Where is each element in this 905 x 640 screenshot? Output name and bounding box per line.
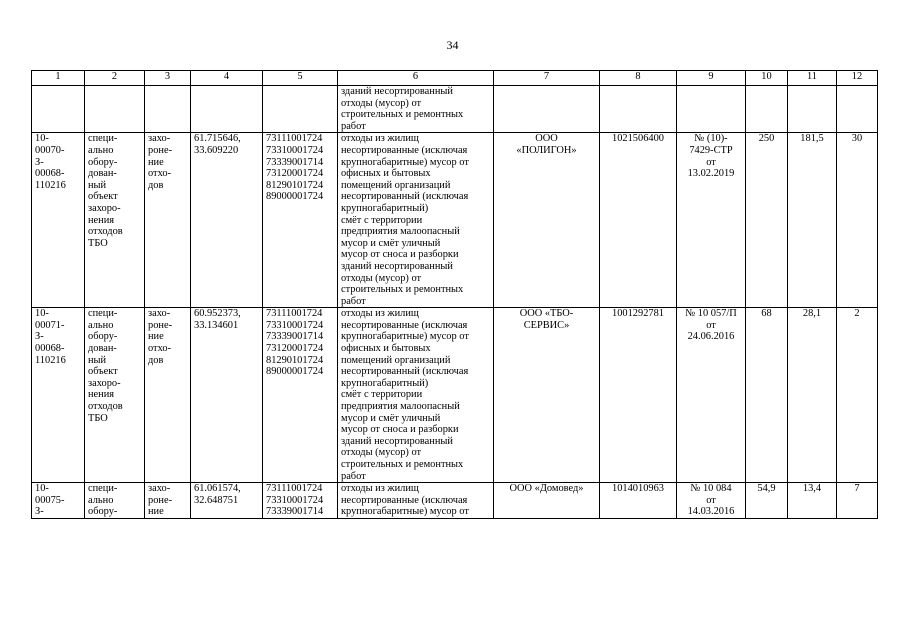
text-line: 73339001714 <box>266 506 324 518</box>
text-line: строительных и ремонтных <box>341 459 464 470</box>
cell-volume: 28,1 <box>788 308 837 483</box>
text-line: 7429-СТР <box>689 144 733 156</box>
text-line: крупногабаритные) мусор от <box>341 156 469 168</box>
text-line: ние <box>148 156 164 168</box>
text-line: строительных и ремонтных <box>341 109 464 121</box>
text-line: 10- <box>35 133 49 145</box>
cell-empty <box>837 86 878 133</box>
text-line: ный <box>88 179 107 191</box>
text-line: ООО <box>535 133 558 145</box>
text-line: крупногабаритный) <box>341 202 429 214</box>
text-line: 00068- <box>35 168 65 180</box>
cell-capacity: 250 <box>746 133 788 308</box>
cell-record-id <box>32 133 85 308</box>
text-line: 73339001714 <box>266 331 324 343</box>
text-line: 10- <box>35 483 49 495</box>
column-header: 3 <box>145 71 191 86</box>
text-line: офисных и бытовых <box>341 343 431 355</box>
cell-count: 30 <box>837 133 878 308</box>
cell-empty <box>263 86 338 133</box>
registry-table <box>31 70 878 519</box>
text-line: захо- <box>148 133 171 145</box>
text-line: ТБО <box>88 237 108 249</box>
text-line: 73120001724 <box>266 343 324 355</box>
text-line: мусор от сноса и разборки <box>341 424 459 436</box>
text-line: 14.03.2016 <box>687 506 735 518</box>
text-line: З- <box>35 331 44 343</box>
cell-waste-description <box>338 308 494 483</box>
text-line: смёт с территории <box>341 389 423 401</box>
column-header: 12 <box>837 71 878 86</box>
table-row <box>32 133 878 308</box>
cell-empty <box>600 86 677 133</box>
cell-empty <box>85 86 145 133</box>
cell-object-type <box>85 308 145 483</box>
cell-capacity: 54,9 <box>746 483 788 519</box>
text-line: отходы (мусор) от <box>341 97 422 109</box>
text-line: № 10 084 <box>690 483 732 495</box>
cell-count: 2 <box>837 308 878 483</box>
text-line: 00071- <box>35 319 65 331</box>
text-line: дован- <box>88 168 117 180</box>
column-header: 2 <box>85 71 145 86</box>
cell-operator <box>494 483 600 519</box>
column-header: 1 <box>32 71 85 86</box>
text-line: ние <box>148 331 164 343</box>
cell-volume: 13,4 <box>788 483 837 519</box>
cell-waste-continuation <box>338 86 494 133</box>
text-line: отходов <box>88 226 123 238</box>
text-line: отходы (мусор) от <box>341 272 422 284</box>
cell-record-id <box>32 308 85 483</box>
text-line: 73111001724 <box>266 308 323 320</box>
text-line: 73310001724 <box>266 144 324 156</box>
cell-object-type <box>85 483 145 519</box>
cell-operator <box>494 308 600 483</box>
cell-coordinates <box>191 133 263 308</box>
cell-license <box>677 308 746 483</box>
text-line: 110216 <box>35 354 66 366</box>
text-line: объект <box>88 191 118 203</box>
text-line: строительных и ремонтных <box>341 284 464 296</box>
column-header: 6 <box>338 71 494 86</box>
text-line: работ <box>341 470 366 482</box>
cell-waste-description <box>338 483 494 519</box>
text-line: З- <box>35 506 44 518</box>
cell-waste-codes <box>263 483 338 519</box>
page-number: 34 <box>446 38 459 52</box>
text-line: специ- <box>88 133 118 145</box>
cell-empty <box>677 86 746 133</box>
text-line: З- <box>35 156 44 168</box>
text-line: 73111001724 <box>266 133 323 145</box>
text-line: 13.02.2019 <box>687 168 735 180</box>
table-row <box>32 308 878 483</box>
text-line: захо- <box>148 483 171 495</box>
text-line: работ <box>341 120 366 132</box>
text-line: отхо- <box>148 168 172 180</box>
text-line: нения <box>88 214 115 226</box>
text-line: отходы из жилищ <box>341 308 419 320</box>
text-line: 00075- <box>35 494 65 506</box>
cell-license <box>677 483 746 519</box>
text-line: мусор и смёт уличный <box>341 237 441 249</box>
text-line: офисных и бытовых <box>341 168 431 180</box>
text-line: смёт с территории <box>341 214 423 226</box>
text-line: № (10)- <box>694 133 728 145</box>
text-line: 61.061574, <box>194 483 241 495</box>
cell-waste-description <box>338 133 494 308</box>
text-line: обору- <box>88 506 118 518</box>
text-line: от <box>706 156 716 168</box>
text-line: несортированный (исключая <box>341 191 469 203</box>
cell-coordinates <box>191 483 263 519</box>
text-line: предприятия малоопасный <box>341 401 460 413</box>
text-line: работ <box>341 295 366 307</box>
cell-capacity: 68 <box>746 308 788 483</box>
text-line: специ- <box>88 308 118 320</box>
text-line: 73120001724 <box>266 168 324 180</box>
text-line: ТБО <box>88 412 108 424</box>
text-line: предприятия малоопасный <box>341 226 460 238</box>
text-line: 00068- <box>35 343 65 355</box>
text-line: 32.648751 <box>194 494 239 506</box>
text-line: «ПОЛИГОН» <box>516 144 577 156</box>
text-line: 73339001714 <box>266 156 324 168</box>
text-line: ально <box>88 319 114 331</box>
text-line: несортированный (исключая <box>341 366 469 378</box>
table-row <box>32 483 878 519</box>
cell-empty <box>494 86 600 133</box>
text-line: 24.06.2016 <box>687 331 735 343</box>
text-line: мусор и смёт уличный <box>341 412 441 424</box>
text-line: захо- <box>148 308 171 320</box>
cell-purpose <box>145 133 191 308</box>
text-line: 81290101724 <box>266 179 324 191</box>
column-header: 4 <box>191 71 263 86</box>
column-header: 8 <box>600 71 677 86</box>
text-line: ние <box>148 506 164 518</box>
cell-ogrn: 1021506400 <box>600 133 677 308</box>
column-header: 11 <box>788 71 837 86</box>
continuation-row <box>32 86 878 133</box>
text-line: 73310001724 <box>266 319 324 331</box>
text-line: № 10 057/П <box>685 308 737 320</box>
cell-object-type <box>85 133 145 308</box>
text-line: 10- <box>35 308 49 320</box>
cell-record-id <box>32 483 85 519</box>
column-header: 9 <box>677 71 746 86</box>
text-line: от <box>706 494 716 506</box>
cell-volume: 181,5 <box>788 133 837 308</box>
text-line: 33.609220 <box>194 144 239 156</box>
text-line: крупногабаритные) мусор от <box>341 506 469 518</box>
column-header: 5 <box>263 71 338 86</box>
text-line: 89000001724 <box>266 191 324 203</box>
text-line: дован- <box>88 343 117 355</box>
cell-empty <box>788 86 837 133</box>
cell-purpose <box>145 308 191 483</box>
text-line: ально <box>88 494 114 506</box>
cell-empty <box>191 86 263 133</box>
column-header: 10 <box>746 71 788 86</box>
cell-ogrn: 1014010963 <box>600 483 677 519</box>
text-line: объект <box>88 366 118 378</box>
text-line: 00070- <box>35 144 65 156</box>
text-line: отходы (мусор) от <box>341 447 422 459</box>
text-line: специ- <box>88 483 118 495</box>
text-line: СЕРВИС» <box>523 319 570 331</box>
text-line: помещений организаций <box>341 179 451 191</box>
text-line: 89000001724 <box>266 366 324 378</box>
cell-purpose <box>145 483 191 519</box>
text-line: зданий несортированный <box>341 260 453 272</box>
text-line: 61.715646, <box>194 133 241 145</box>
text-line: несортированные (исключая <box>341 494 468 506</box>
text-line: дов <box>148 354 164 366</box>
text-line: крупногабаритный) <box>341 377 429 389</box>
cell-coordinates <box>191 308 263 483</box>
text-line: обору- <box>88 331 118 343</box>
text-line: 81290101724 <box>266 354 324 366</box>
cell-waste-codes <box>263 308 338 483</box>
cell-count: 7 <box>837 483 878 519</box>
cell-operator <box>494 133 600 308</box>
text-line: ООО «ТБО- <box>519 308 574 320</box>
text-line: нения <box>88 389 115 401</box>
text-line: дов <box>148 179 164 191</box>
text-line: 73310001724 <box>266 494 324 506</box>
cell-empty <box>145 86 191 133</box>
text-line: захоро- <box>88 377 121 389</box>
cell-ogrn: 1001292781 <box>600 308 677 483</box>
text-line: помещений организаций <box>341 354 451 366</box>
text-line: роне- <box>148 319 173 331</box>
text-line: 73111001724 <box>266 483 323 495</box>
text-line: ООО «Домовед» <box>509 483 584 495</box>
text-line: роне- <box>148 494 173 506</box>
header-row <box>32 71 878 86</box>
text-line: захоро- <box>88 202 121 214</box>
text-line: отходов <box>88 401 123 413</box>
text-line: несортированные (исключая <box>341 319 468 331</box>
text-line: 110216 <box>35 179 66 191</box>
text-line: 60.952373, <box>194 308 241 320</box>
cell-waste-codes <box>263 133 338 308</box>
text-line: несортированные (исключая <box>341 144 468 156</box>
text-line: зданий несортированный <box>341 435 453 447</box>
text-line: отходы из жилищ <box>341 483 419 495</box>
text-line: роне- <box>148 144 173 156</box>
text-line: зданий несортированный <box>341 86 453 97</box>
text-line: отходы из жилищ <box>341 133 419 145</box>
text-line: от <box>706 319 716 331</box>
cell-empty <box>32 86 85 133</box>
cell-empty <box>746 86 788 133</box>
text-line: крупногабаритные) мусор от <box>341 331 469 343</box>
cell-license <box>677 133 746 308</box>
text-line: ально <box>88 144 114 156</box>
text-line: обору- <box>88 156 118 168</box>
column-header: 7 <box>494 71 600 86</box>
text-line: мусор от сноса и разборки <box>341 249 459 261</box>
text-line: отхо- <box>148 343 172 355</box>
text-line: ный <box>88 354 107 366</box>
text-line: 33.134601 <box>194 319 239 331</box>
